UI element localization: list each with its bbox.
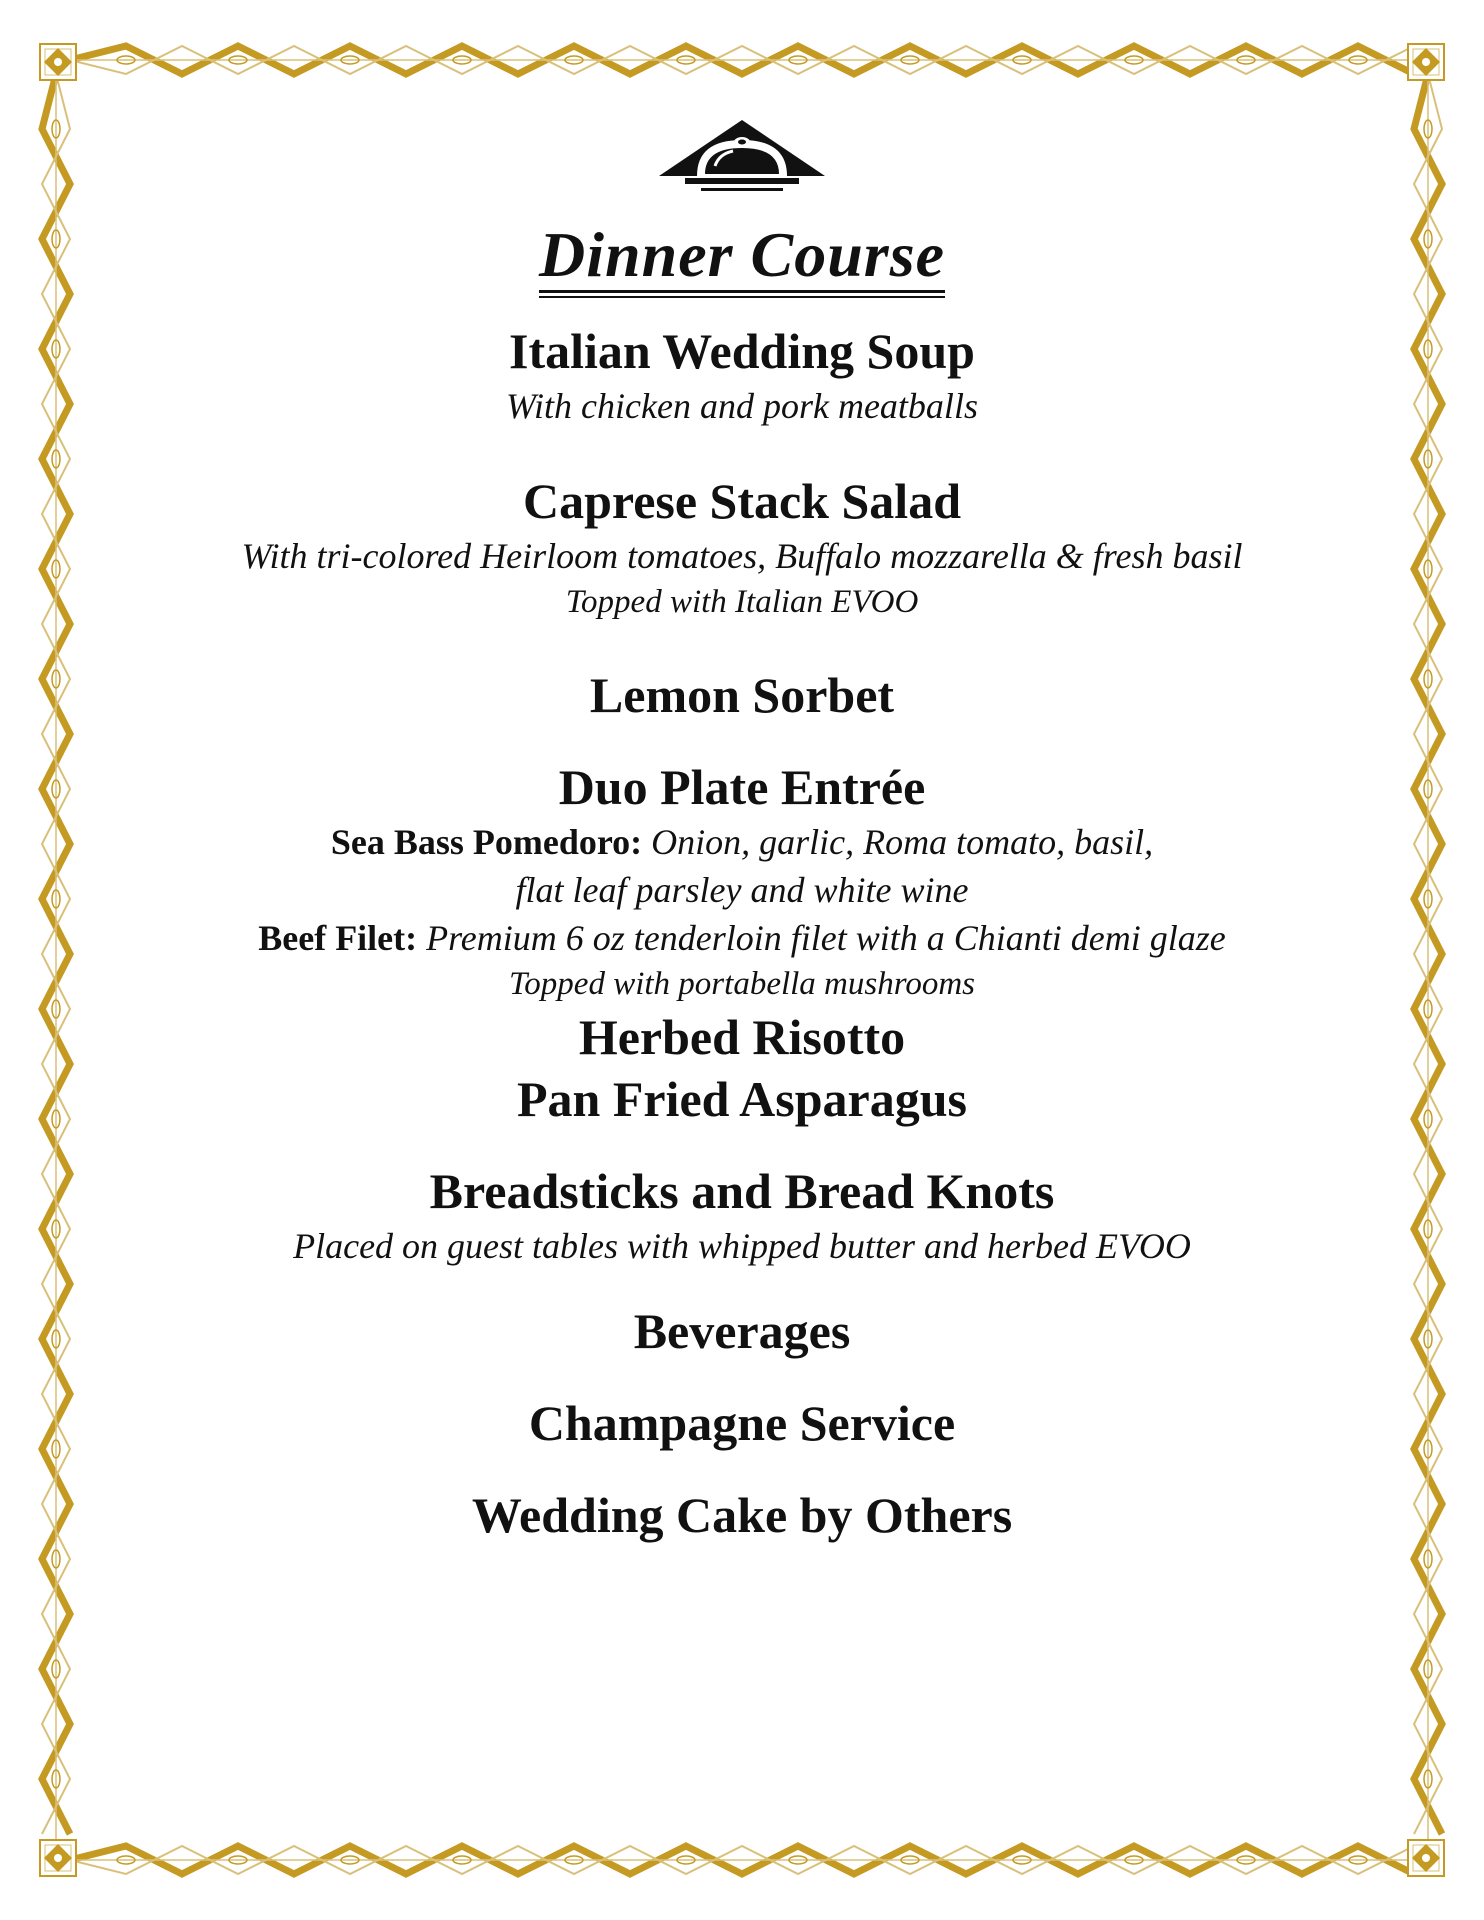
- sorbet-heading: Lemon Sorbet: [589, 667, 895, 723]
- beef-line: [120, 914, 1364, 962]
- page-title: [0, 218, 1484, 293]
- beef-label: Beef Filet:: [258, 918, 418, 958]
- champagne-heading: Champagne Service: [528, 1395, 956, 1451]
- salad-description: With tri-colored Heirloom tomatoes, Buffalo mozzarella & fresh basil: [241, 536, 1243, 576]
- bread-description: Placed on guest tables with whipped butter and herbed EVOO: [293, 1226, 1191, 1266]
- fish-line: [120, 818, 1364, 866]
- beef-description: Premium 6 oz tenderloin filet with a Chianti demi glaze: [417, 918, 1226, 958]
- salad-heading: Caprese Stack Salad: [522, 473, 961, 529]
- entree-heading: Duo Plate Entrée: [558, 759, 926, 815]
- bread-heading: Breadsticks and Bread Knots: [429, 1163, 1055, 1219]
- menu-list: [120, 320, 1364, 1546]
- cake-heading: Wedding Cake by Others: [471, 1487, 1013, 1543]
- soup-heading: Italian Wedding Soup: [509, 323, 975, 379]
- beef-note: Topped with portabella mushrooms: [508, 966, 976, 1002]
- asparagus-heading: Pan Fried Asparagus: [516, 1071, 968, 1127]
- fish-description-cont: flat leaf parsley and white wine: [515, 870, 969, 910]
- fish-label: Sea Bass Pomedoro:: [330, 822, 643, 862]
- beverages-heading: Beverages: [633, 1303, 851, 1359]
- cloche-icon: [657, 118, 827, 222]
- salad-note: Topped with Italian EVOO: [565, 584, 919, 620]
- risotto-heading: Herbed Risotto: [578, 1009, 906, 1065]
- title-text: Dinner Course: [539, 222, 945, 293]
- fish-description: Onion, garlic, Roma tomato, basil,: [642, 822, 1154, 862]
- soup-description: With chicken and pork meatballs: [506, 386, 978, 426]
